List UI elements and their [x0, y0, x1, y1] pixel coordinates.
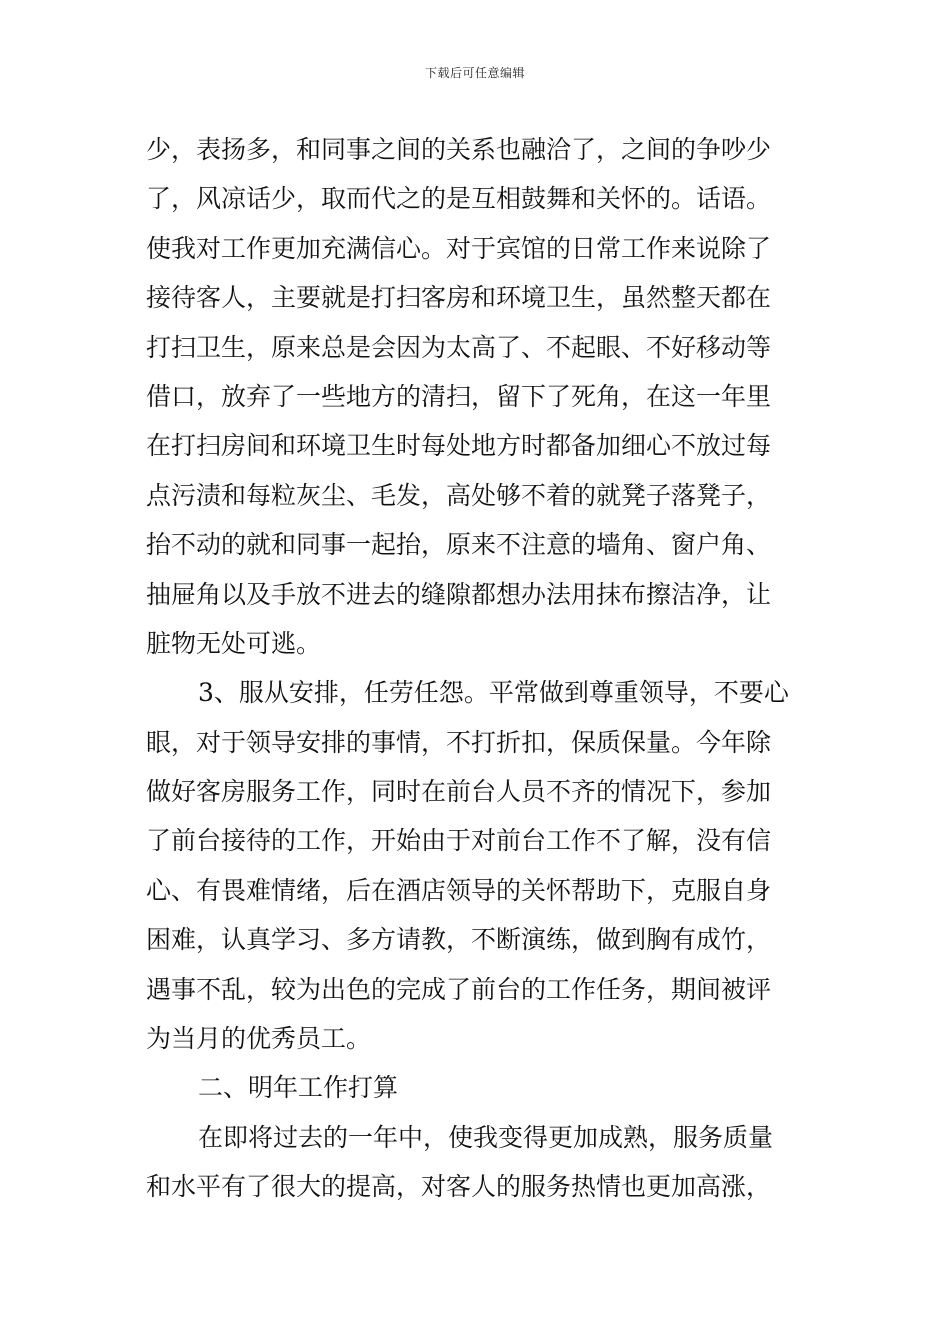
- document-body: [146, 125, 806, 1212]
- text-line: 打扫卫生，原来总是会因为太高了、不起眼、不好移动等: [146, 332, 772, 362]
- text-line: 了前台接待的工作，开始由于对前台工作不了解，没有信: [146, 826, 772, 856]
- text-line: 借口，放弃了一些地方的清扫，留下了死角，在这一年里: [146, 381, 772, 411]
- text-line: 眼，对于领导安排的事情，不打折扣，保质保量。今年除: [146, 727, 772, 757]
- text-line: 心、有畏难情绪，后在酒店领导的关怀帮助下，克服自身: [146, 875, 772, 905]
- text-line: 和水平有了很大的提高，对客人的服务热情也更加高涨，: [146, 1172, 772, 1202]
- text-line: 接待客人，主要就是打扫客房和环境卫生，虽然整天都在: [146, 283, 772, 313]
- text-line: 脏物无处可逃。: [146, 628, 322, 658]
- paragraph-start-line: 3、服从安排，任劳任怨。平常做到尊重领导，不要心: [198, 678, 789, 708]
- paragraph-start-line: 在即将过去的一年中，使我变得更加成熟，服务质量: [198, 1122, 774, 1152]
- text-line: 做好客房服务工作，同时在前台人员不齐的情况下，参加: [146, 777, 772, 807]
- page-header: 下载后可任意编辑: [424, 66, 525, 80]
- text-line: 在打扫房间和环境卫生时每处地方时都备加细心不放过每: [146, 431, 772, 461]
- text-line: 点污渍和每粒灰尘、毛发，高处够不着的就凳子落凳子，: [146, 480, 772, 510]
- text-line: 使我对工作更加充满信心。对于宾馆的日常工作来说除了: [146, 233, 772, 263]
- text-line: 困难，认真学习、多方请教，不断演练，做到胸有成竹，: [146, 925, 772, 955]
- section-heading: 二、明年工作打算: [198, 1073, 399, 1103]
- text-line: 了，风凉话少，取而代之的是互相鼓舞和关怀的。话语。: [146, 184, 772, 214]
- text-line: 少，表扬多，和同事之间的关系也融洽了，之间的争吵少: [146, 135, 772, 164]
- text-line: 为当月的优秀员工。: [146, 1024, 372, 1054]
- text-line: 抽屉角以及手放不进去的缝隙都想办法用抹布擦洁净，让: [146, 579, 772, 609]
- text-line: 抬不动的就和同事一起抬，原来不注意的墙角、窗户角、: [146, 530, 772, 560]
- text-line: 遇事不乱，较为出色的完成了前台的工作任务，期间被评: [146, 974, 772, 1004]
